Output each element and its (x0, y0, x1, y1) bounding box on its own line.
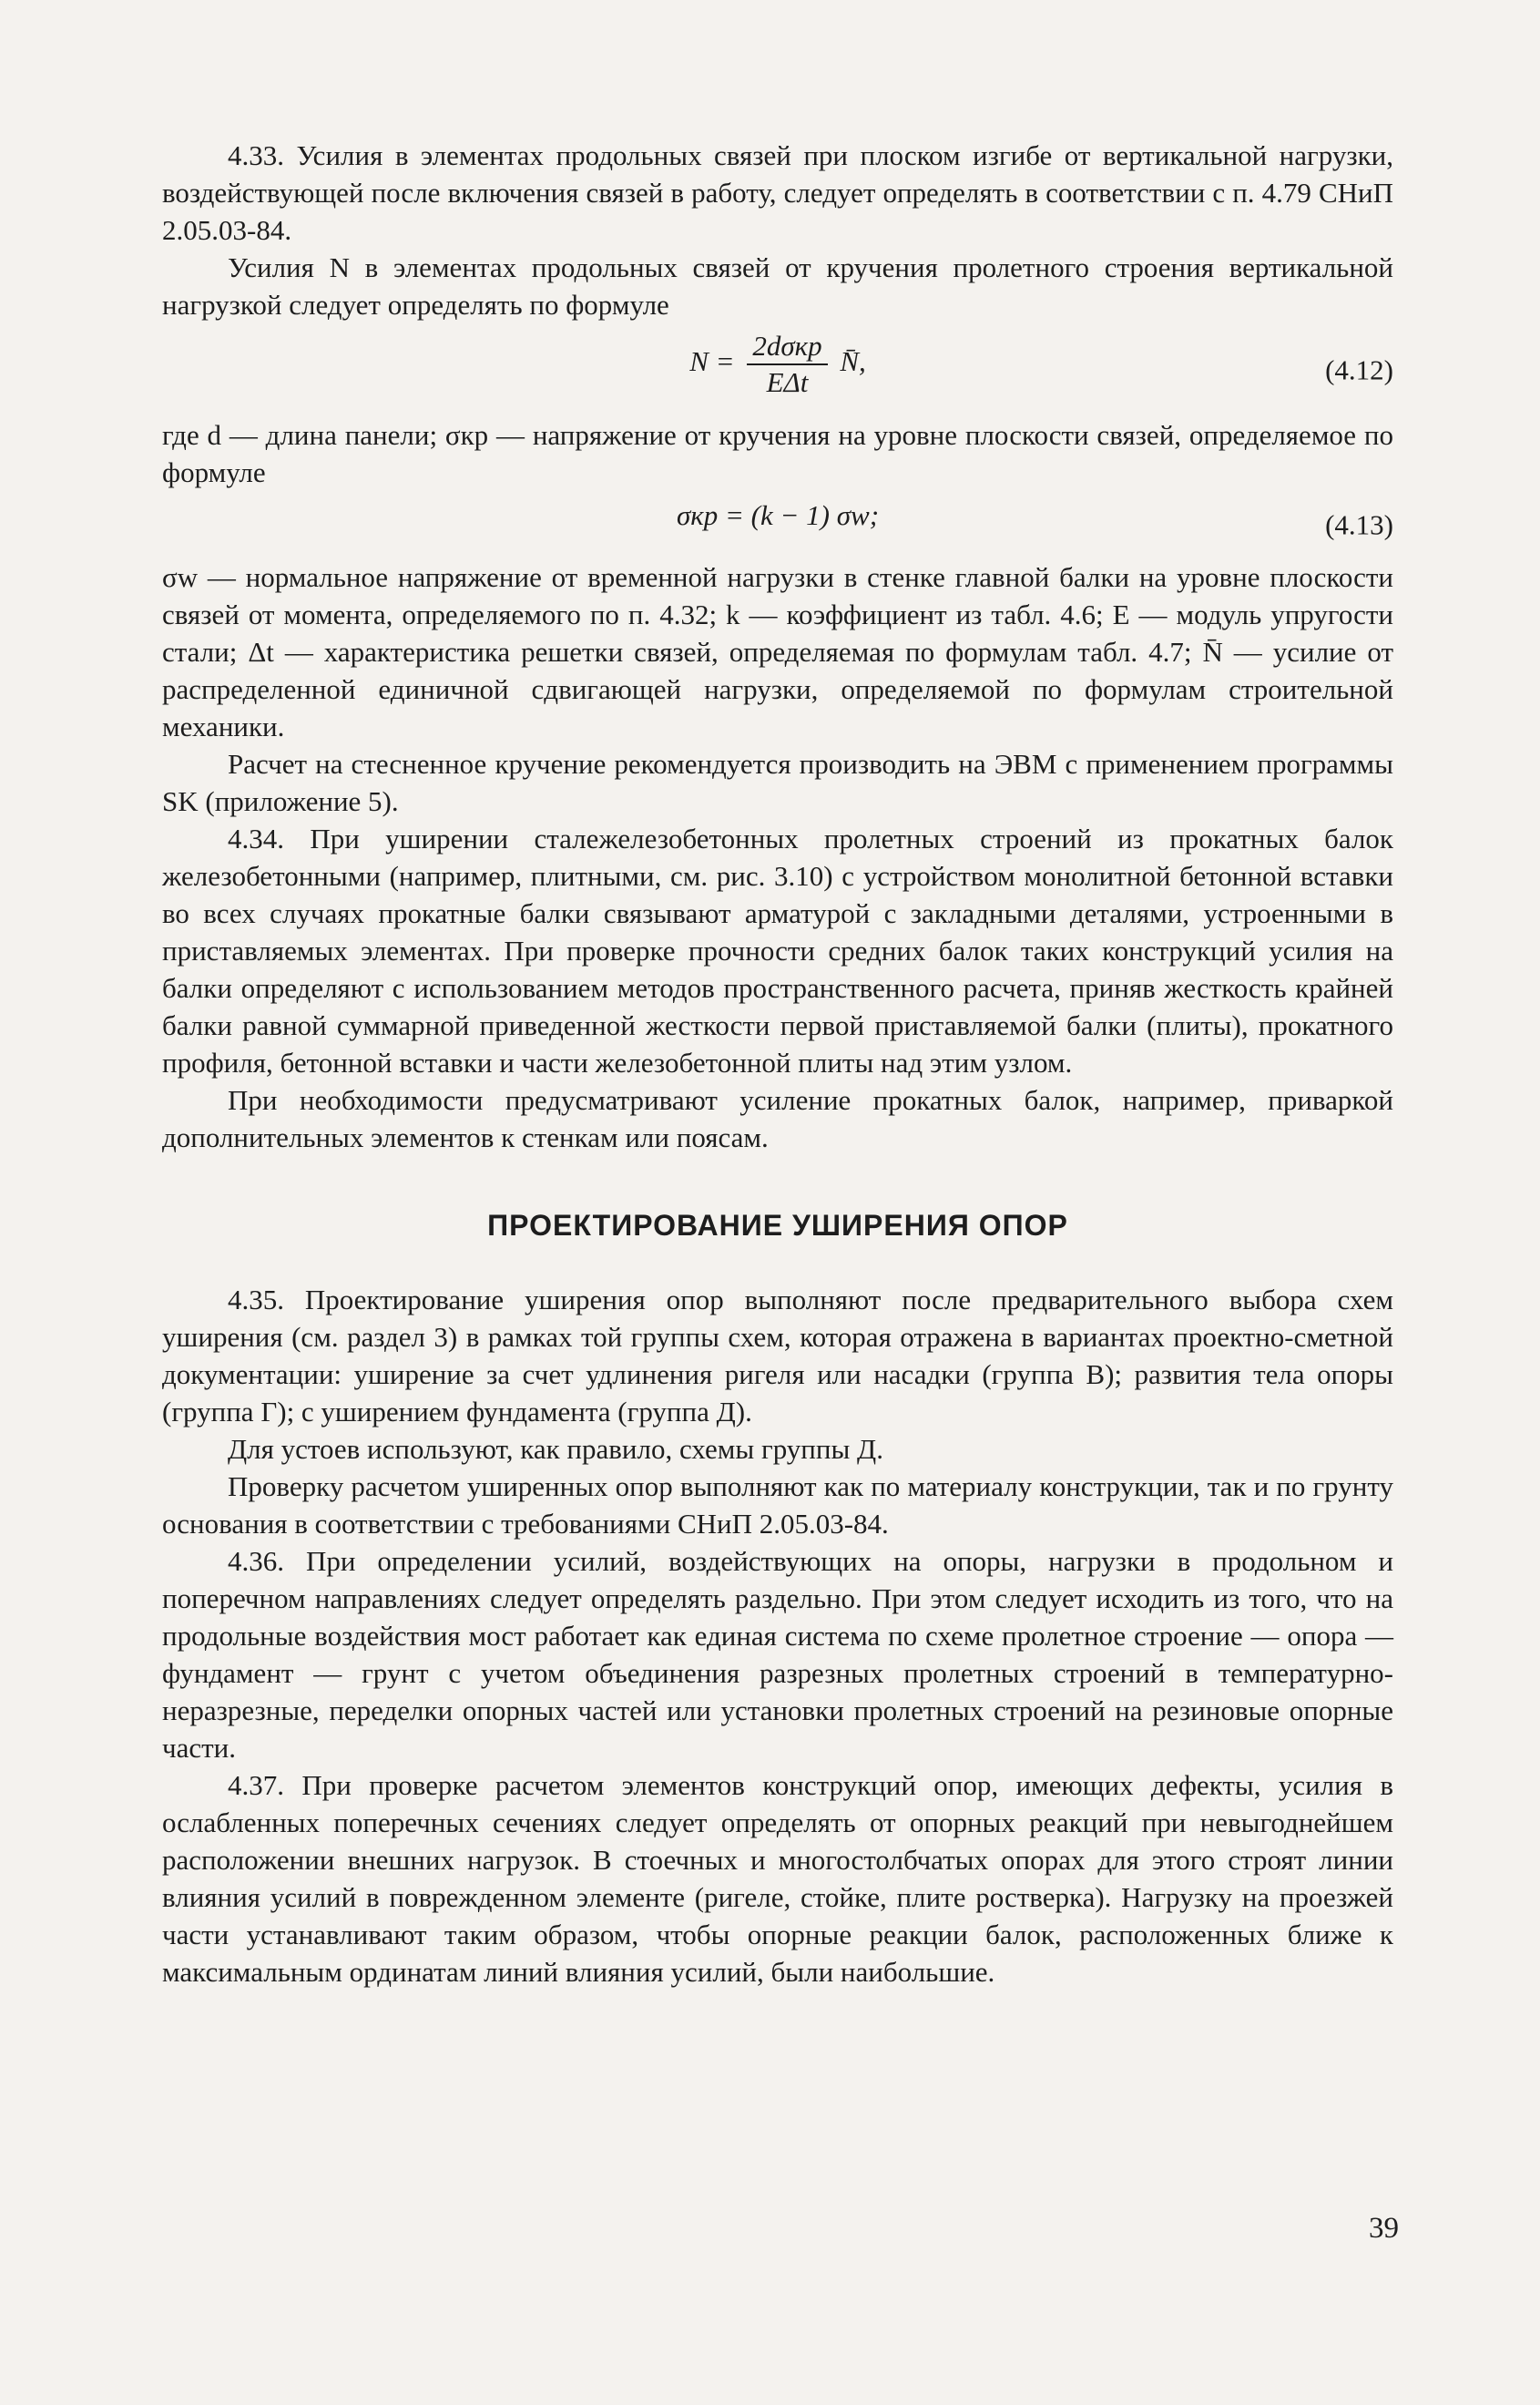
section-heading: ПРОЕКТИРОВАНИЕ УШИРЕНИЯ ОПОР (487, 1209, 1068, 1242)
formula-4-12-lhs: N = (689, 345, 735, 378)
formula-4-12-numerator: 2dσкр (747, 329, 827, 365)
formula-4-12-rhs: N̄, (840, 345, 866, 378)
page-body (162, 137, 1393, 1991)
paragraph-torsion-forces: Усилия N в элементах продольных связей от кручения пролетного строения вертикальной нагрузкой следует определять по формуле (162, 251, 1393, 321)
formula-4-12-number: (4.12) (1325, 353, 1393, 386)
formula-4-12-expression (162, 329, 1393, 400)
formula-4-12-fraction (747, 329, 827, 400)
paragraph-4-33: 4.33. Усилия в элементах продольных связей при плоском изгибе от вертикальной нагрузки, воздействующей после включения связей в работу, следует определять в соответствии с п. 4.79 СНиП 2.05.03-84. (162, 139, 1393, 246)
paragraph-4-35: 4.35. Проектирование уширения опор выполняют после предварительного выбора схем уширения (см. раздел 3) в рамках той группы схем, которая отражена в вариантах проектно-сметной документации: уширение за счет удлинения ригеля или насадки (группа В); развития тела опоры (группа Г); с уширением фундамента (группа Д). (162, 1284, 1393, 1428)
paragraph-verification: Проверку расчетом уширенных опор выполняют как по материалу конструкции, так и по грунту основания в соответствии с требованиями СНиП 2.05.03-84. (162, 1470, 1393, 1540)
paragraph-where-definitions: где d — длина панели; σкр — напряжение от кручения на уровне плоскости связей, определяемое по формуле (162, 419, 1393, 488)
paragraph-abutments: Для устоев используют, как правило, схемы группы Д. (228, 1433, 883, 1465)
paragraph-sigma-definitions: σw — нормальное напряжение от временной нагрузки в стенке главной балки на уровне плоскости связей от момента, определяемого по п. 4.32; k — коэффициент из табл. 4.6; E — модуль упругости стали; Δt — характеристика решетки связей, определяемая по формулам табл. 4.7; N̄ — усилие от распределенной единичной сдвигающей нагрузки, определяемой по формулам строительной механики. (162, 561, 1393, 742)
formula-4-13-expression: σкр = (k − 1) σw; (676, 499, 880, 531)
paragraph-strengthening: При необходимости предусматривают усиление прокатных балок, например, приваркой дополнительных элементов к стенкам или поясам. (162, 1084, 1393, 1153)
paragraph-computer-calculation: Расчет на стесненное кручение рекомендуется производить на ЭВМ с применением программы SK (приложение 5). (162, 748, 1393, 817)
page-number: 39 (1369, 2212, 1399, 2245)
formula-4-12 (162, 329, 1393, 411)
formula-4-13-number: (4.13) (1325, 508, 1393, 541)
paragraph-4-36: 4.36. При определении усилий, воздействующих на опоры, нагрузки в продольном и поперечном направлениях следует определять раздельно. При этом следует исходить из того, что на продольные воздействия мост работает как единая система по схеме пролетное строение — опора — фундамент — грунт с учетом объединения разрезных пролетных строений в температурно-неразрезные, переделки опорных частей или установки пролетных строений на резиновые опорные части. (162, 1545, 1393, 1764)
paragraph-4-37: 4.37. При проверке расчетом элементов конструкций опор, имеющих дефекты, усилия в ослабленных поперечных сечениях следует определять от опорных реакций при невыгоднейшем расположении внешних нагрузок. В стоечных и многостолбчатых опорах для этого строят линии влияния усилий в поврежденном элементе (ригеле, стойке, плите ростверка). Нагрузку на проезжей части устанавливают таким образом, чтобы опорные реакции балок, расположенных ближе к максимальным ординатам линий влияния усилий, были наибольшие. (162, 1769, 1393, 1988)
formula-4-13 (162, 496, 1393, 553)
formula-4-12-denominator: EΔt (766, 366, 809, 398)
paragraph-4-34: 4.34. При уширении сталежелезобетонных пролетных строений из прокатных балок железобетонными (например, плитными, см. рис. 3.10) с устройством монолитной бетонной вставки во всех случаях прокатные балки связывают арматурой с закладными деталями, устроенными в приставляемых элементах. При проверке прочности средних балок таких конструкций усилия на балки определяют с использованием методов пространственного расчета, приняв жесткость крайней балки равной суммарной приведенной жесткости первой приставляемой балки (плиты), прокатного профиля, бетонной вставки и части железобетонной плиты над этим узлом. (162, 823, 1393, 1079)
